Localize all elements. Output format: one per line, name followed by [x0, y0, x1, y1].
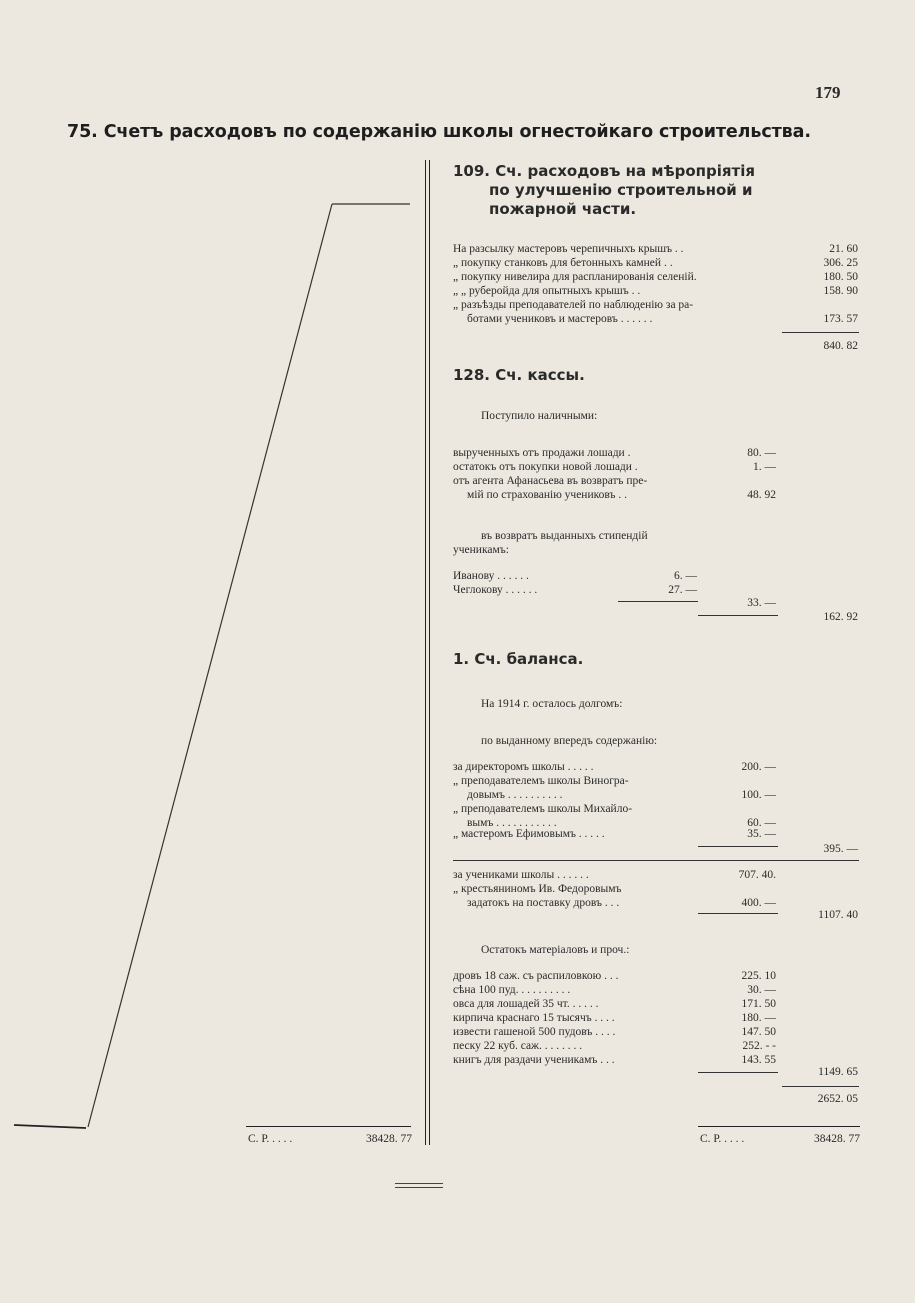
material-row: сѣна 100 пуд. . . . . . . . . . — [453, 984, 571, 996]
material-value: 143. 55 — [741, 1054, 776, 1066]
stipend-value: 27. — — [668, 584, 697, 596]
material-row: дровъ 18 саж. съ распиловкою . . . — [453, 970, 619, 982]
balance-row: „ преподавателемъ школы Михайло- — [453, 803, 633, 815]
grand-total-rule — [782, 1086, 859, 1087]
sec128-stipend-line: въ возвратъ выданныхъ стипендій — [481, 530, 648, 542]
sec128-total: 162. 92 — [823, 611, 858, 623]
balance-value: 200. — — [741, 761, 776, 773]
stipend-name: Чеглокову . . . . . . — [453, 584, 538, 596]
sec128-value: 48. 92 — [747, 489, 776, 501]
material-value: 171. 50 — [741, 998, 776, 1010]
balance-row: задатокъ на поставку дровъ . . . — [467, 897, 620, 909]
sec128-rule — [698, 615, 778, 616]
sec109-value: 21. 60 — [829, 243, 858, 255]
material-value: 225. 10 — [741, 970, 776, 982]
sec128-title: 128. Сч. кассы. — [453, 366, 585, 384]
balance-value: 100. — — [741, 789, 776, 801]
left-total-value: 38428. 77 — [366, 1133, 412, 1145]
sec109-row: ботами учениковъ и мастеровъ . . . . . . — [467, 313, 653, 325]
materials-title: Остатокъ матеріаловъ и проч.: — [481, 944, 630, 956]
right-total-rule — [698, 1126, 860, 1127]
balance-value: 707. 40. — [738, 869, 776, 881]
sec128-value: 80. — — [747, 447, 776, 459]
sec109-title-3: пожарной части. — [489, 200, 637, 218]
sec109-value: 158. 90 — [823, 285, 858, 297]
group2-total: 1107. 40 — [818, 909, 858, 921]
sec128-value: 1. — — [753, 461, 776, 473]
left-total-label: С. Р. . . . . — [248, 1133, 293, 1145]
material-value: 30. — — [747, 984, 776, 996]
left-total-rule — [246, 1126, 411, 1127]
balance-row: „ крестьяниномъ Ив. Федоровымъ — [453, 883, 622, 895]
grand-total: 2652. 05 — [817, 1093, 858, 1105]
material-row: кирпича краснаго 15 тысячъ . . . . — [453, 1012, 615, 1024]
sec109-row: „ покупку нивелира для распланированія селеній. — [453, 271, 697, 283]
sec128-row: отъ агента Афанасьева въ возвратъ пре- — [453, 475, 648, 487]
material-row: песку 22 куб. саж. . . . . . . . — [453, 1040, 583, 1052]
balance-row: довымъ . . . . . . . . . . — [467, 789, 563, 801]
material-row: книгъ для раздачи ученикамъ . . . — [453, 1054, 615, 1066]
sec109-value: 173. 57 — [823, 313, 858, 325]
section-rule — [453, 860, 859, 861]
material-value: 147. 50 — [741, 1026, 776, 1038]
sec128-row: остатокъ отъ покупки новой лошади . — [453, 461, 638, 473]
balance-value: 60. — — [747, 817, 776, 829]
right-total-value: 38428. 77 — [814, 1133, 860, 1145]
sec109-row: „ „ руберойда для опытныхъ крышъ . . — [453, 285, 641, 297]
sec128-row: вырученныхъ отъ продажи лошади . — [453, 447, 631, 459]
material-value: 252. - - — [742, 1040, 776, 1052]
balance-row: „ мастеромъ Ефимовымъ . . . . . — [453, 828, 605, 840]
group1-total: 395. — — [823, 843, 858, 855]
balance-value: 35. — — [747, 828, 776, 840]
group2-rule — [698, 913, 778, 914]
bottom-rule — [395, 1183, 443, 1184]
sec109-value: 306. 25 — [823, 257, 858, 269]
balance-row: вымъ . . . . . . . . . . . — [467, 817, 557, 829]
sec1-subtitle: На 1914 г. осталось долгомъ: — [481, 698, 623, 710]
sec1-subtitle2: по выданному впередъ содержанію: — [481, 735, 658, 747]
right-total-label: С. Р. . . . . — [700, 1133, 745, 1145]
balance-row: „ преподавателемъ школы Виногра- — [453, 775, 629, 787]
sec109-row: „ разъѣзды преподавателей по наблюденію за ра- — [453, 299, 694, 311]
group1-rule — [698, 846, 778, 847]
stipend-name: Иванову . . . . . . — [453, 570, 529, 582]
sec128-row: мій по страхованію учениковъ . . — [467, 489, 627, 501]
sec128-stipend-line: ученикамъ: — [453, 544, 509, 556]
sec128-subtitle: Поступило наличными: — [481, 410, 598, 422]
material-row: овса для лошадей 35 чт. . . . . . — [453, 998, 599, 1010]
balance-value: 400. — — [741, 897, 776, 909]
sec109-row: „ покупку станковъ для бетонныхъ камней . . — [453, 257, 673, 269]
sec109-row: На разсылку мастеровъ черепичныхъ крышъ . . — [453, 243, 684, 255]
stipend-rule — [618, 601, 698, 602]
sec109-total: 840. 82 — [823, 340, 858, 352]
sec109-title-2: по улучшенію строительной и — [489, 181, 753, 199]
sec109-title-1: 109. Сч. расходовъ на мѣропріятія — [453, 162, 755, 180]
material-row: извести гашеной 500 пудовъ . . . . — [453, 1026, 616, 1038]
page-number: 179 — [815, 83, 841, 102]
sec109-total-rule — [782, 332, 859, 333]
materials-rule — [698, 1072, 778, 1073]
stipend-value: 6. — — [674, 570, 697, 582]
sec109-value: 180. 50 — [823, 271, 858, 283]
balance-row: за директоромъ школы . . . . . — [453, 761, 594, 773]
material-value: 180. — — [741, 1012, 776, 1024]
bottom-rule-2 — [395, 1187, 443, 1188]
stipend-total: 33. — — [747, 597, 776, 609]
page-title: 75. Счетъ расходовъ по содержанію школы огнестойкаго строительства. — [67, 122, 811, 142]
balance-row: за учениками школы . . . . . . — [453, 869, 589, 881]
materials-total: 1149. 65 — [818, 1066, 858, 1078]
sec1-title: 1. Сч. баланса. — [453, 650, 584, 668]
